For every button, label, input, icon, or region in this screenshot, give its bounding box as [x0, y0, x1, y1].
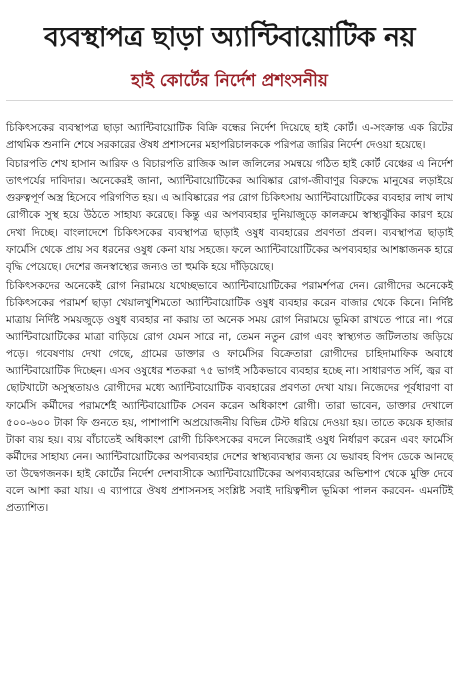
divider: [6, 100, 453, 101]
headline: ব্যবস্থাপত্র ছাড়া অ্যান্টিবায়োটিক নয়: [43, 22, 416, 53]
article-paragraph: চিকিৎসকদের অনেকেই রোগ নিরাময়ে যথেচ্ছভাবে অ্যান্টিবায়োটিকের পরামর্শপত্র দেন। রোগীদের অনেকেই চিকিৎসকের পরামর্শ ছাড়া খেয়ালখুশিমতো অ্যান্টিবায়োটিক ওষুধ ব্যবহার করেন বাজার থেকে কিনে। নির্দিষ্ট মাত্রায় নির্দিষ্ট সময়জুড়ে ওষুধ ব্যবহার না করায় তা অনেক সময় রোগ নিরাময়ে ভূমিকা রাখতে পারে না। পরে অ্যান্টিবায়োটিকের মাত্রা বাড়িয়ে রোগ যেমন সারে না, তেমন নতুন রোগ এবং স্বাস্থ্যগত জটিলতায় জড়িয়ে পড়ে। গবেষণায় দেখা গেছে, গ্রামের ডাক্তার ও ফার্মেসির বিক্রেতারা রোগীদের চাহিদামাফিক অবাধে অ্যান্টিবায়োটিক দিচ্ছেন। এসব ওষুধের শতকরা ৭৫ ভাগই সঠিকভাবে ব্যবহার হচ্ছে না। সাধারণত সর্দি, জ্বর বা ছোটখাটো অসুস্থতায়ও রোগীদের মধ্যে অ্যান্টিবায়োটিক ব্যবহারের প্রবণতা দেখা যায়। নিজেদের পূর্বধারণা বা ফার্মেসি কর্মীদের পরামর্শেই অ্যান্টিবায়োটিক সেবন করেন অধিকাংশ রোগী। তারা ভাবেন, ডাক্তার দেখালে ৫০০-৬০০ টাকা ফি গুনতে হয়, পাশাপাশি অপ্রয়োজনীয় বিভিন্ন টেস্ট ধরিয়ে দেওয়া হয়। তাতে কয়েক হাজার টাকা ব্যয় হয়। ব্যয় বাঁচাতেই অধিকাংশ রোগী চিকিৎসকের বদলে নিজেরাই ওষুধ নির্ধারণ করেন এবং ফার্মেসি কর্মীদের সাহায্য নেন। অ্যান্টিবায়োটিকের অপব্যবহার দেশের স্বাস্থ্যব্যবস্থার জন্য যে ভয়াবহ বিপদ ডেকে আনছে তা উদ্বেগজনক। হাই কোর্টের নির্দেশ দেশবাসীকে অ্যান্টিবায়োটিকের অপব্যবহারের অভিশাপ থেকে মুক্তি দেবে বলে আশা করা যায়। এ ব্যাপারে ঔষধ প্রশাসনসহ সংশ্লিষ্ট সবাই দায়িত্বশীল ভূমিকা পালন করবেন- এমনটিই প্রত্যাশিত।: [6, 279, 453, 515]
article-paragraph: বিচারপতি শেখ হাসান আরিফ ও বিচারপতি রাজিক আল জলিলের সমন্বয়ে গঠিত হাই কোর্ট বেঞ্চের এ নির্দেশ তাৎপর্যের দাবিদার। অনেকেরই জানা, অ্যান্টিবায়োটিকের আবিষ্কার রোগ-জীবাণুর বিরুদ্ধে মানুষের লড়াইয়ে গুরুত্বপূর্ণ অস্ত্র হিসেবে পরিগণিত হয়। এ আবিষ্কারের পর রোগ চিকিৎসায় অ্যান্টিবায়োটিকের ব্যবহার লাখ লাখ রোগীকে সুস্থ হয়ে উঠতে সাহায্য করেছে। কিন্তু এর অপব্যবহার দুনিয়াজুড়ে কালক্রমে স্বাস্থ্যঝুঁকির কারণ হয়ে দেখা দিচ্ছে। বাংলাদেশে চিকিৎসকের ব্যবস্থাপত্র ছাড়াই ওষুধ ব্যবহারের প্রবণতা প্রবল। ব্যবস্থাপত্র ছাড়াই ফার্মেসি থেকে প্রায় সব ধরনের ওষুধ কেনা যায় সহজে। ফলে অ্যান্টিবায়োটিকের অপব্যবহার আশঙ্কাজনক হারে বৃদ্ধি পেয়েছে। দেশের জনস্বাস্থ্যের জন্যও তা হুমকি হয়ে দাঁড়িয়েছে।: [6, 158, 453, 273]
subheadline: হাই কোর্টের নির্দেশ প্রশংসনীয়: [131, 71, 328, 91]
article-paragraph: চিকিৎসকের ব্যবস্থাপত্র ছাড়া অ্যান্টিবায়োটিক বিক্রি বন্ধের নির্দেশ দিয়েছে হাই কোর্ট। এ-সংক্রান্ত এক রিটের প্রাথমিক শুনানি শেষে সরকারের ঔষধ প্রশাসনের মহাপরিচালককে পরিপত্র জারির নির্দেশ দেওয়া হয়েছে।: [6, 122, 453, 152]
article-body: [6, 120, 453, 519]
